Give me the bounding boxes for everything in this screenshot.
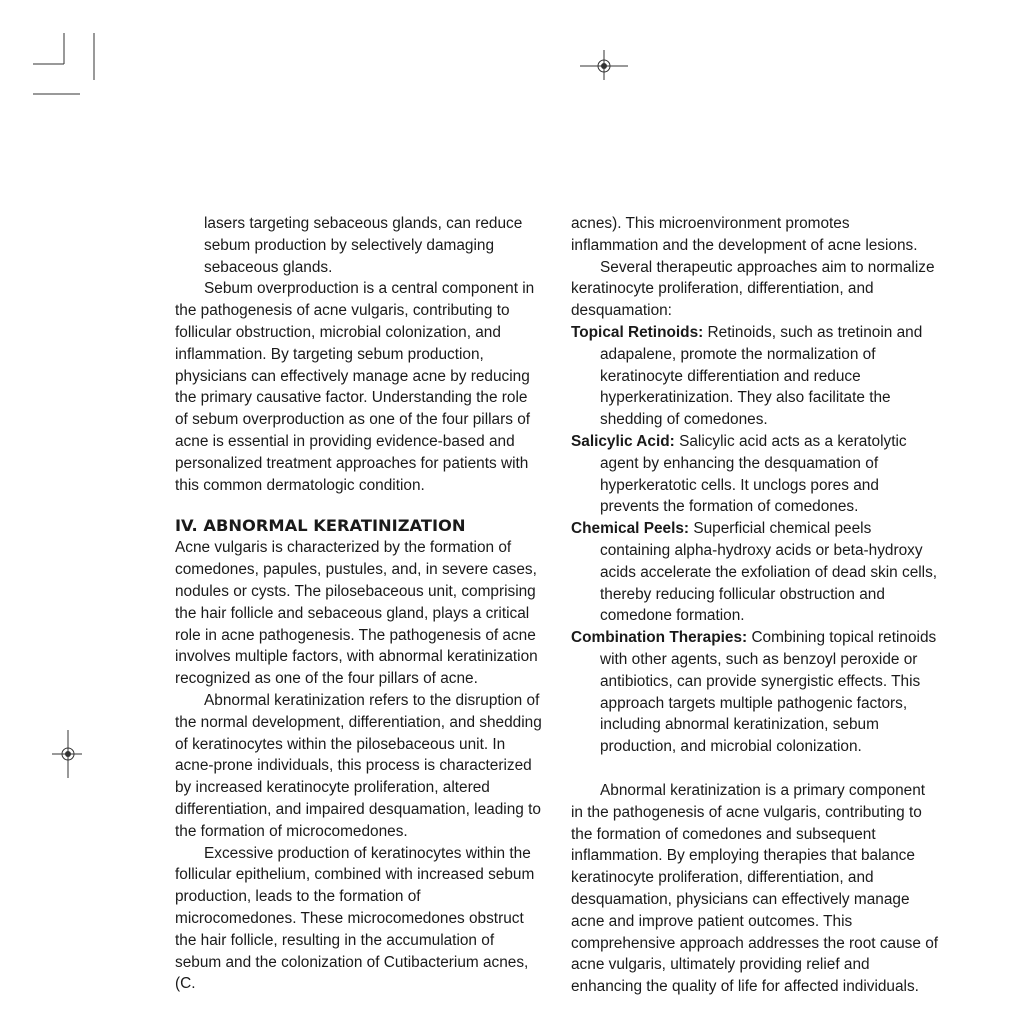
therapy-term: Chemical Peels:	[571, 520, 690, 538]
therapy-item	[571, 518, 939, 627]
continued-paragraph: acnes). This microenvironment promotes inflammation and the development of acne lesions.	[571, 215, 918, 254]
continued-paragraph: lasers targeting sebaceous glands, can reduce sebum production by selectively damaging sebaceous glands.	[204, 215, 523, 276]
therapy-text: Superficial chemical peels containing alpha-hydroxy acids or beta-hydroxy acids accelerate the exfoliation of dead skin cells, thereby reducing follicular obstruction and comedone formation.	[600, 520, 938, 625]
right-column	[571, 213, 939, 998]
therapy-term: Salicylic Acid:	[571, 432, 675, 450]
section-heading: IV. ABNORMAL KERATINIZATION	[175, 516, 466, 536]
sebum-conclusion-paragraph: Sebum overproduction is a central component in the pathogenesis of acne vulgaris, contributing to follicular obstruction, microbial colonization, and inflammation. By targeting sebum production, physicians can effectively manage acne by reducing the primary causative factor. Understanding the role of sebum overproduction as one of the four pillars of acne is essential in providing evidence-based and personalized treatment approaches for patients with this common dermatologic condition.	[175, 280, 535, 494]
therapy-item	[571, 431, 939, 518]
therapy-text: Salicylic acid acts as a keratolytic agent by enhancing the desquamation of hyperkeratotic cells. It unclogs pores and prevents the formation of comedones.	[600, 432, 907, 516]
body-paragraph: Excessive production of keratinocytes within the follicular epithelium, combined with increased sebum production, leads to the formation of microcomedones. These microcomedones obstruct the hair follicle, resulting in the accumulation of sebum and the colonization of Cutibacterium acnes, (C.	[175, 844, 535, 993]
therapy-text: Retinoids, such as tretinoin and adapalene, promote the normalization of keratinocyte differentiation and reduce hyperkeratinization. They also facilitate the shedding of comedones.	[600, 323, 923, 429]
therapy-term: Combination Therapies:	[571, 629, 748, 647]
left-column	[175, 213, 543, 995]
conclusion-paragraph: Abnormal keratinization is a primary component in the pathogenesis of acne vulgaris, contributing to the formation of comedones and subsequent inflammation. By employing therapies that balance keratinocyte proliferation, differentiation, and desquamation, physicians can effectively manage acne and improve patient outcomes. This comprehensive approach addresses the root cause of acne vulgaris, ultimately providing relief and enhancing the quality of life for affected individuals.	[571, 781, 939, 996]
therapies-intro: Several therapeutic approaches aim to normalize keratinocyte proliferation, differentiation, and desquamation:	[571, 258, 935, 320]
therapy-item	[571, 627, 939, 758]
therapy-item	[571, 322, 939, 431]
therapy-text: Combining topical retinoids with other agents, such as benzoyl peroxide or antibiotics, can provide synergistic effects. This approach targets multiple pathogenic factors, including abnormal keratinization, sebum production, and microbial colonization.	[600, 629, 937, 756]
paragraph-spacer	[571, 758, 939, 780]
body-paragraph: Acne vulgaris is characterized by the formation of comedones, papules, pustules, and, in severe cases, nodules or cysts. The pilosebaceous unit, comprising the hair follicle and sebaceous gland, plays a critical role in acne pathogenesis. The pathogenesis of acne involves multiple factors, with abnormal keratinization recognized as one of the four pillars of acne.	[175, 539, 538, 688]
body-paragraph: Abnormal keratinization refers to the disruption of the normal development, differentiation, and shedding of keratinocytes within the pilosebaceous unit. In acne-prone individuals, this process is characterized by increased keratinocyte proliferation, altered differentiation, and impaired desquamation, leading to the formation of microcomedones.	[175, 691, 542, 840]
therapy-term: Topical Retinoids:	[571, 323, 704, 341]
